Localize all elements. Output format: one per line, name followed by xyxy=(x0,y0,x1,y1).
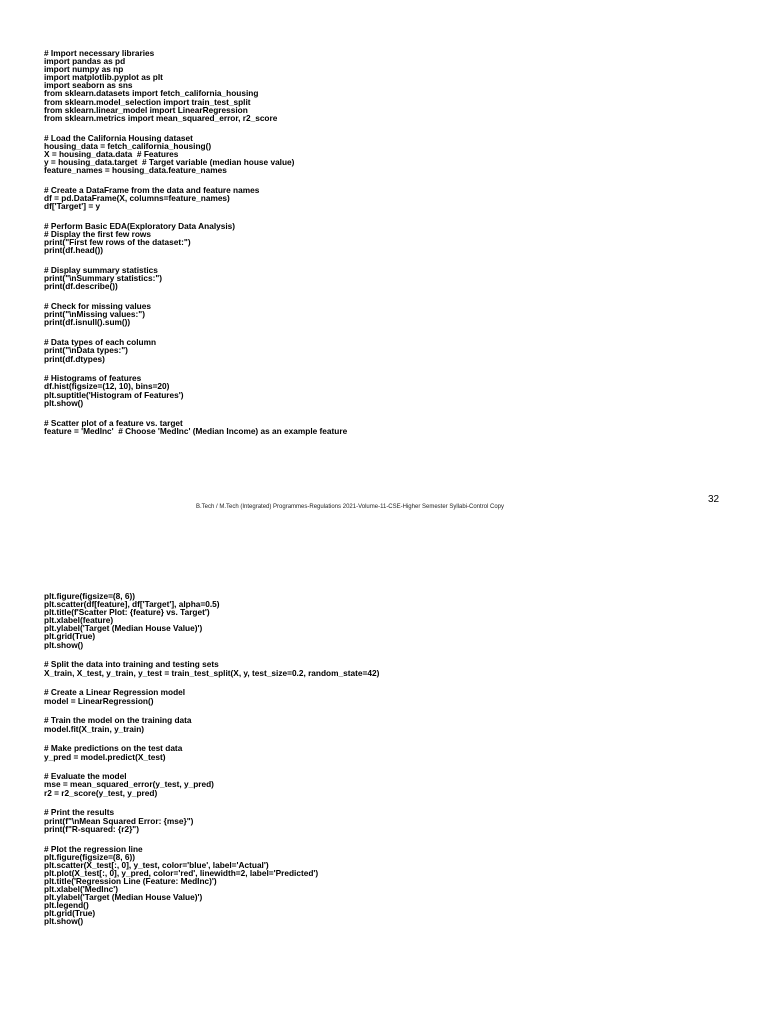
code-line: from sklearn.linear_model import LinearRegression xyxy=(44,104,248,115)
code-line: r2 = r2_score(y_test, y_pred) xyxy=(44,787,158,798)
code-line: df['Target'] = y xyxy=(44,201,101,212)
code-line: print("First few rows of the dataset:") xyxy=(44,237,191,248)
code-line: plt.show() xyxy=(44,397,84,408)
code-line: print(df.describe()) xyxy=(44,281,118,292)
code-line: y = housing_data.target # Target variable (median house value) xyxy=(44,156,295,167)
code-line: plt.title(f'Scatter Plot: {feature} vs. Target') xyxy=(44,607,210,618)
page-footer: B.Tech / M.Tech (Integrated) Programmes-Regulations 2021-Volume-11-CSE-Higher Semester Syllabi-Control Copy xyxy=(196,504,505,510)
code-comment-line: # Data types of each column xyxy=(44,337,157,348)
code-comment-line: # Make predictions on the test data xyxy=(44,743,183,754)
code-line: plt.xlabel('MedInc') xyxy=(44,884,119,895)
code-line: import numpy as np xyxy=(44,64,124,75)
code-line: print(df.isnull().sum()) xyxy=(44,317,131,328)
code-line: print(df.head()) xyxy=(44,245,103,256)
code-line: print("\nData types:") xyxy=(44,345,128,356)
code-line: print("\nMissing values:") xyxy=(44,309,145,320)
blank-line xyxy=(44,407,347,419)
code-line: print("\nSummary statistics:") xyxy=(44,273,163,284)
code-comment-line: # Histograms of features xyxy=(44,373,142,384)
code-line: plt.scatter(df[feature], df['Target'], alpha=0.5) xyxy=(44,599,220,610)
code-line: plt.ylabel('Target (Median House Value)') xyxy=(44,892,203,903)
code-comment-line: # Create a Linear Regression model xyxy=(44,687,186,698)
code-line: plt.plot(X_test[:, 0], y_pred, color='red', linewidth=2, label='Predicted') xyxy=(44,867,319,878)
code-line: plt.show() xyxy=(44,639,84,650)
code-line: df = pd.DataFrame(X, columns=feature_names) xyxy=(44,193,230,203)
code-comment-line: # Split the data into training and testing sets xyxy=(44,659,219,670)
code-comment-line: # Evaluate the model xyxy=(44,771,127,782)
code-line: print(f"\nMean Squared Error: {mse}") xyxy=(44,815,194,826)
code-line: df.hist(figsize=(12, 10), bins=20) xyxy=(44,381,170,392)
code-comment-line: # Display the first few rows xyxy=(44,229,151,240)
code-line: plt.grid(True) xyxy=(44,908,96,919)
code-line: plt.legend() xyxy=(44,900,89,911)
code-line: model.fit(X_train, y_train) xyxy=(44,723,145,734)
page-number: 32 xyxy=(708,494,720,505)
code-comment-line: # Plot the regression line xyxy=(44,843,143,854)
code-line: feature_names = housing_data.feature_names xyxy=(44,165,227,176)
code-comment-line: # Print the results xyxy=(44,807,115,818)
code-line: plt.figure(figsize=(8, 6)) xyxy=(44,851,136,862)
code-line: import pandas as pd xyxy=(44,56,126,67)
code-line: housing_data = fetch_california_housing() xyxy=(44,140,212,151)
code-line: from sklearn.metrics import mean_squared_error, r2_score xyxy=(44,112,278,123)
code-line: plt.show() xyxy=(44,916,84,927)
code-line: plt.grid(True) xyxy=(44,631,96,642)
blank-line xyxy=(44,122,347,134)
code-line: plt.title('Regression Line (Feature: MedInc)') xyxy=(44,875,217,886)
code-block-page-2 xyxy=(44,592,379,925)
code-line: import seaborn as sns xyxy=(44,80,133,91)
code-line: print(f"R-squared: {r2}") xyxy=(44,823,139,834)
code-line: from sklearn.model_selection import train_test_split xyxy=(44,96,251,107)
code-line: model = LinearRegression() xyxy=(44,695,154,706)
blank-line xyxy=(44,833,379,845)
code-comment-line: # Load the California Housing dataset xyxy=(44,132,193,143)
code-block-page-1 xyxy=(44,49,347,435)
code-comment-line: # Create a DataFrame from the data and feature names xyxy=(44,184,260,195)
code-comment-line: # Scatter plot of a feature vs. target xyxy=(44,417,183,428)
code-line: plt.ylabel('Target (Median House Value)') xyxy=(44,623,203,634)
code-line: from sklearn.datasets import fetch_california_housing xyxy=(44,88,259,99)
code-comment-line: # Import necessary libraries xyxy=(44,48,155,58)
code-comment-line: # Train the model on the training data xyxy=(44,715,192,726)
code-line: import matplotlib.pyplot as plt xyxy=(44,72,163,83)
code-line: feature = 'MedInc' # Choose 'MedInc' (Median Income) as an example feature xyxy=(44,425,348,436)
code-line: plt.xlabel(feature) xyxy=(44,615,114,626)
code-comment-line: # Display summary statistics xyxy=(44,265,158,276)
code-line: print(df.dtypes) xyxy=(44,353,105,364)
code-line: plt.figure(figsize=(8, 6)) xyxy=(44,591,136,601)
code-line: y_pred = model.predict(X_test) xyxy=(44,751,166,762)
code-comment-line: # Perform Basic EDA(Exploratory Data Analysis) xyxy=(44,220,236,231)
code-comment-line: # Check for missing values xyxy=(44,301,151,312)
code-line: plt.suptitle('Histogram of Features') xyxy=(44,389,184,400)
code-line: mse = mean_squared_error(y_test, y_pred) xyxy=(44,779,214,790)
code-line: X = housing_data.data # Features xyxy=(44,148,179,159)
code-line: plt.scatter(X_test[:, 0], y_test, color='blue', label='Actual') xyxy=(44,859,269,870)
code-line: X_train, X_test, y_train, y_test = train_test_split(X, y, test_size=0.2, random_state=42) xyxy=(44,667,380,678)
